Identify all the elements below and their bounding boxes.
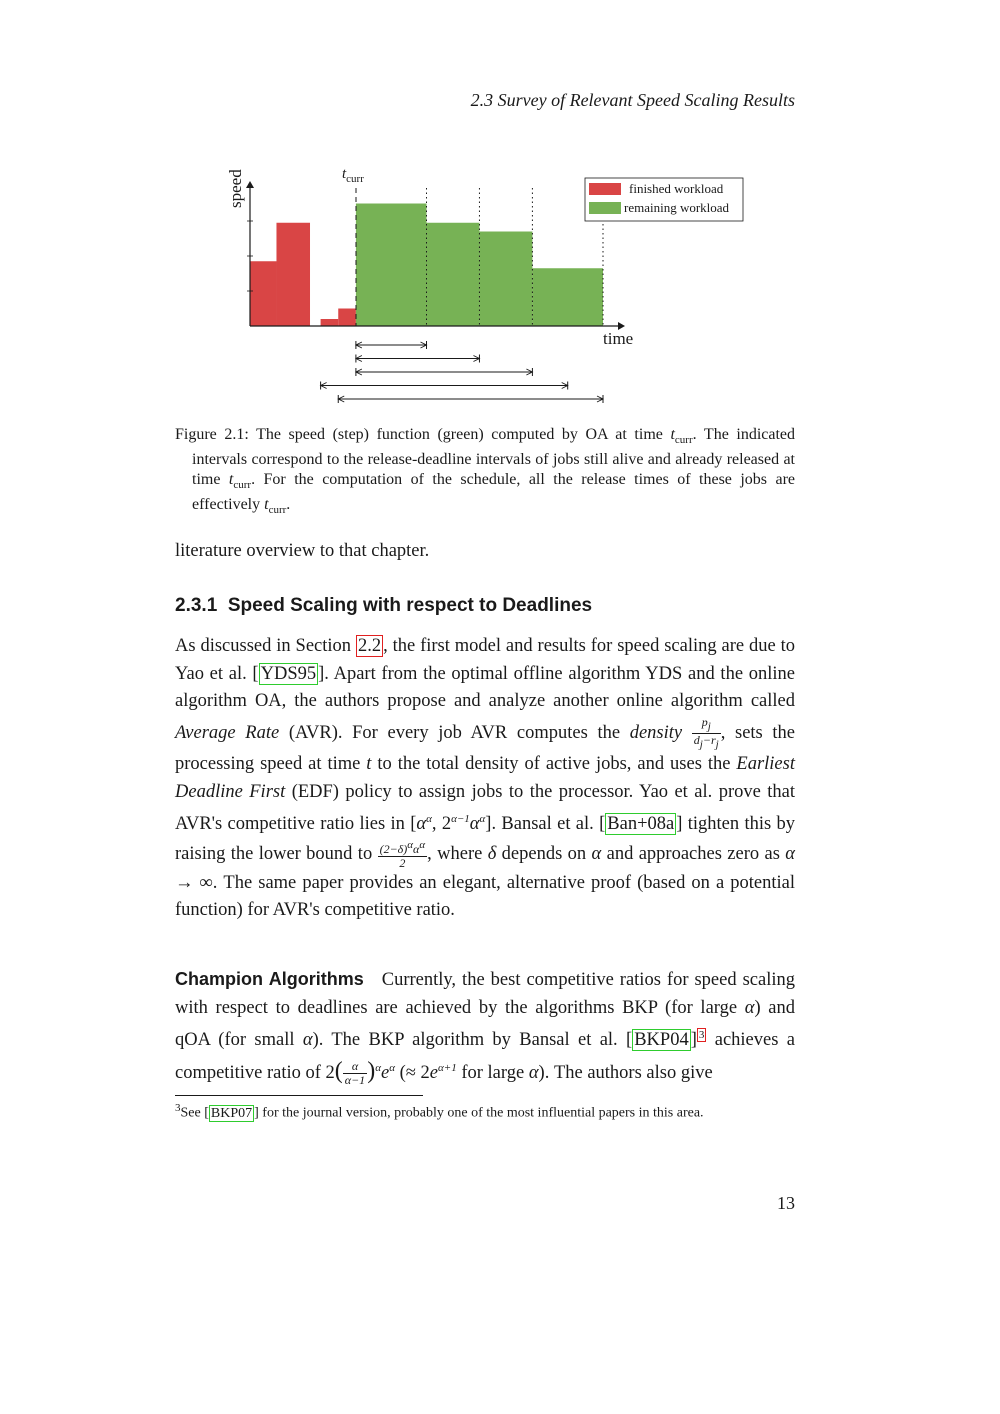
intro-line: literature overview to that chapter. <box>175 541 430 561</box>
remaining-bar-0 <box>356 204 427 327</box>
ref-ban08a-link[interactable]: Ban+08a <box>607 814 675 835</box>
finished-bar-3 <box>338 309 356 327</box>
section-heading <box>175 595 592 617</box>
tcurr-label: $t_{curr}$ <box>342 166 364 185</box>
section-title: Speed Scaling with respect to Deadlines <box>227 595 593 616</box>
caption-label: Figure 2.1: <box>175 426 249 443</box>
job-interval-3 <box>321 382 568 390</box>
job-interval-4 <box>338 395 603 403</box>
x-axis-label: time <box>603 329 634 348</box>
finished-bar-2 <box>321 319 339 326</box>
ref-bkp04-link[interactable]: BKP04 <box>634 1030 689 1051</box>
legend <box>585 178 743 221</box>
footnote-rule <box>175 1095 423 1096</box>
legend-label-finished: finished workload <box>629 181 724 196</box>
paragraph-heading: Champion Algorithms <box>175 969 364 989</box>
ratio-fraction: $\frac{\alpha}{\alpha-1}$ <box>344 1059 366 1088</box>
legend-swatch-remaining <box>589 202 621 214</box>
ref-bkp07-link[interactable]: BKP07 <box>210 1105 253 1121</box>
job-interval-0 <box>356 341 427 349</box>
paragraph-champion: Champion Algorithms Currently, the best competitive ratios for speed scaling with respect to deadlines are achieved by the algorithms BKP (for large α) and qOA (for small α). The BKP algorithm by Bansal et al. [ BKP04 ] $^3$ achieves a competitive ratio of 2( $\frac{\alpha}{\alpha-1}$ )$^\alpha e^\alpha$ (≈ $2e^{\alpha+1}$ for large α). The authors also give <box>175 969 796 1088</box>
remaining-bar-1 <box>427 223 480 326</box>
lower-bound-fraction: $\frac{(2-\delta)^\alpha\alpha^\alpha}{2}$ <box>379 838 426 870</box>
finished-bar-0 <box>250 261 276 326</box>
page-number: 13 <box>777 1193 795 1213</box>
footnote-mark-link[interactable]: 3 <box>698 1029 705 1041</box>
running-header: 2.3 Survey of Relevant Speed Scaling Results <box>470 90 795 110</box>
y-axis-arrow <box>246 181 254 188</box>
paragraph-avr: As discussed in Section 2.2 , the first model and results for speed scaling are due to Yao et al. [ YDS95 ]. Apart from the optimal offline algorithm YDS and the online algorithm OA, the authors propose and analyze another online algorithm called Average Rate (AVR). For every job AVR computes the density $\frac{p_j}{d_j-r_j}$ , sets the processing speed at time t to the total density of active jobs, and uses the Earliest Deadline First (EDF) policy to assign jobs to the processor. Yao et al. prove that AVR's competitive ratio lies in [$\alpha^\alpha$, $2^{\alpha-1}\alpha^\alpha$]. Bansal et al. [ Ban+08a ] tighten this by raising the lower bound to $\frac{(2-\delta)^\alpha\alpha^\alpha}{2}$ , where δ depends on α and approaches zero as α → ∞. The same paper provides an elegant, alternative proof (based on a potential function) for AVR's competitive ratio. <box>175 636 796 921</box>
section-number: 2.3.1 <box>175 595 218 616</box>
ref-section-link[interactable]: 2.2 <box>357 636 382 656</box>
job-interval-2 <box>356 368 533 376</box>
finished-bar-1 <box>276 223 310 326</box>
density-fraction: $\frac{p_j}{d_j-r_j}$ <box>693 714 719 751</box>
legend-label-remaining: remaining workload <box>624 200 730 215</box>
legend-swatch-finished <box>589 183 621 195</box>
figure-caption: Figure 2.1: The speed (step) function (green) computed by OA at time $t_{curr}$. The indicated intervals correspond to the release-deadline intervals of jobs still alive and already released at time $t_{curr}$. For the computation of the schedule, all the release times of these jobs are effectively $t_{curr}$. <box>175 426 796 517</box>
y-axis-label: speed <box>226 169 245 208</box>
job-interval-1 <box>356 355 480 363</box>
footnote: $^3$See [ BKP07 ] for the journal version, probably one of the most influential papers in this area. <box>175 1102 704 1121</box>
remaining-bar-2 <box>479 232 532 327</box>
remaining-bar-3 <box>532 268 603 326</box>
speed-step-chart <box>225 160 765 410</box>
ref-yds95-link[interactable]: YDS95 <box>260 663 317 684</box>
